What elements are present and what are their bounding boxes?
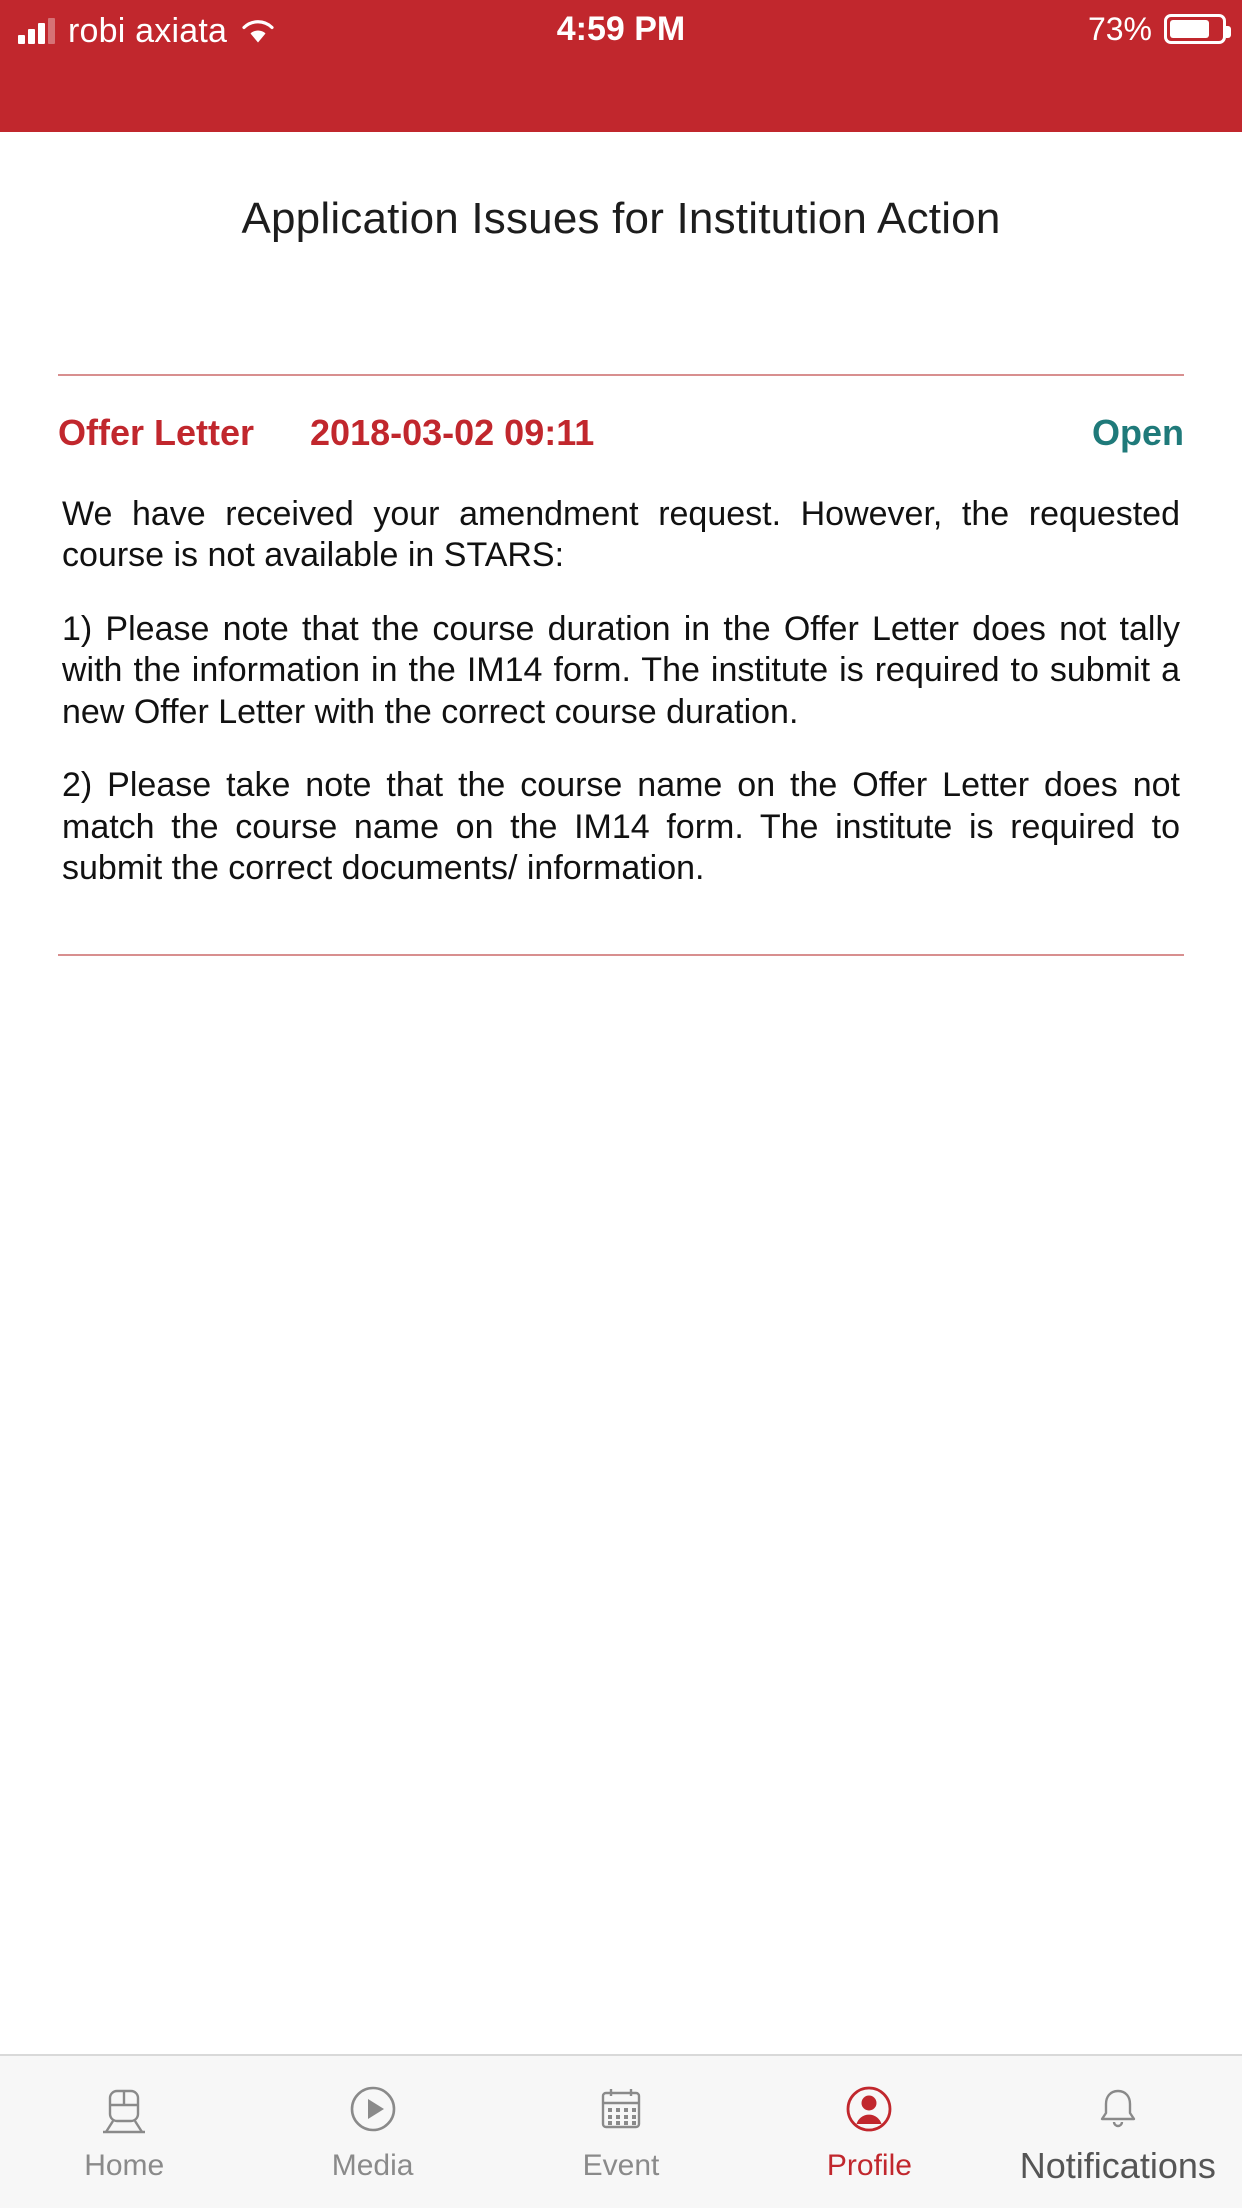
status-bar-right <box>1088 10 1226 48</box>
clock: 4:59 PM <box>556 10 686 48</box>
tab-home[interactable] <box>0 2056 248 2208</box>
tab-label-media: Media <box>331 2149 414 2182</box>
carrier-label: robi axiata <box>68 12 228 50</box>
page-title: Application Issues for Institution Action <box>241 194 1001 243</box>
tab-label-home: Home <box>84 2149 165 2182</box>
issue-paragraph: 2) Please take note that the course name on the Offer Letter does not match the course name on the IM14 form. The institute is required to submit the correct documents/ information. <box>62 766 1180 888</box>
status-badge[interactable]: Open <box>1091 412 1184 453</box>
issue-paragraph: We have received your amendment request. However, the requested course is not available in STARS: <box>62 495 1180 575</box>
issue-date-label: 2018-03-02 09:11 <box>310 412 595 453</box>
tab-event[interactable] <box>497 2056 745 2208</box>
issue-paragraph: 1) Please note that the course duration in the Offer Letter does not tally with the information in the IM14 form. The institute is required to submit a new Offer Letter with the correct course duration. <box>62 609 1180 731</box>
issue-body <box>0 454 1242 890</box>
tab-label-notifications: Notifications <box>1019 2145 1216 2186</box>
issue-header <box>0 376 1242 454</box>
status-bar <box>0 0 1242 132</box>
tab-label-profile: Profile <box>826 2149 912 2182</box>
tab-label-event: Event <box>582 2149 660 2182</box>
calendar-icon <box>592 2081 650 2143</box>
train-icon <box>95 2081 153 2143</box>
play-circle-icon <box>344 2081 402 2143</box>
bell-icon <box>1089 2081 1147 2143</box>
tab-media[interactable] <box>248 2056 496 2208</box>
divider-bottom <box>58 954 1184 956</box>
tab-profile[interactable] <box>745 2056 993 2208</box>
tab-bar <box>0 2054 1242 2208</box>
tab-notifications[interactable] <box>994 2056 1242 2208</box>
issue-type-label: Offer Letter <box>58 412 255 453</box>
person-icon <box>840 2081 898 2143</box>
battery-icon <box>1164 14 1226 44</box>
battery-percent-label: 73% <box>1087 11 1152 47</box>
